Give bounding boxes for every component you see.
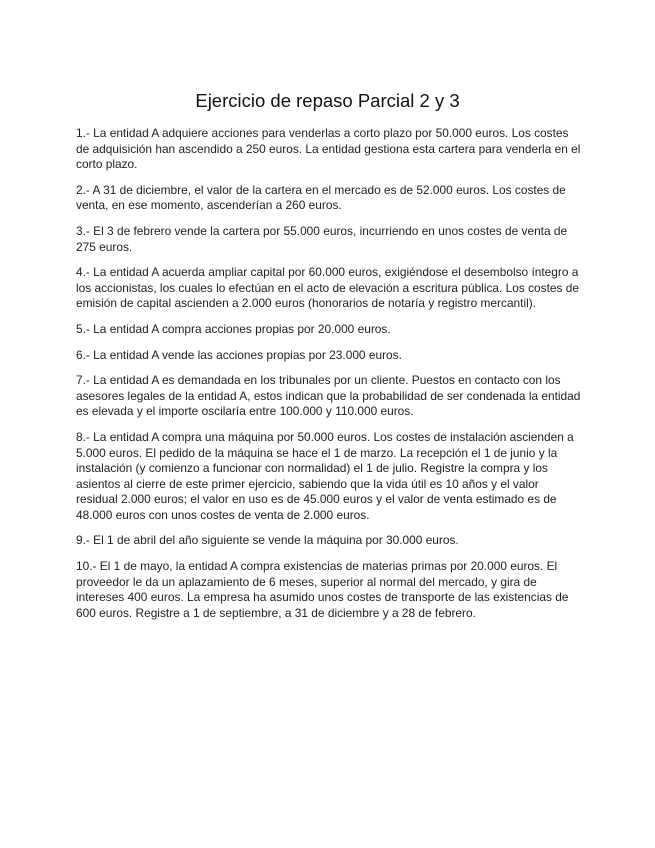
exercise-list bbox=[76, 126, 582, 631]
exercise-2: 2.- A 31 de diciembre, el valor de la cartera en el mercado es de 52.000 euros. Los costes de venta, en ese momento, ascenderían a 260 euros. bbox=[76, 182, 566, 213]
document-title: Ejercicio de repaso Parcial 2 y 3 bbox=[195, 90, 460, 111]
exercise-6: 6.- La entidad A vende las acciones propias por 23.000 euros. bbox=[76, 347, 402, 362]
exercise-8: 8.- La entidad A compra una máquina por 50.000 euros. Los costes de instalación ascienden a 5.000 euros. El pedido de la máquina se hace el 1 de marzo. La recepción el 1 de junio y la instalación (y comienzo a funcionar con normalidad) el 1 de julio. Registre la compra y los asientos al cierre de este primer ejercicio, sabiendo que la vida útil es 10 años y el valor residual 2.000 euros; el valor en uso es de 45.000 euros y el valor de venta estimado es de 48.000 euros con unos costes de venta de 2.000 euros. bbox=[76, 429, 574, 522]
exercise-3: 3.- El 3 de febrero vende la cartera por 55.000 euros, incurriendo en unos costes de venta de 275 euros. bbox=[76, 223, 568, 254]
exercise-1: 1.- La entidad A adquiere acciones para venderlas a corto plazo por 50.000 euros. Los costes de adquisición han ascendido a 250 euros. La entidad gestiona esta cartera para venderla en el corto plazo. bbox=[76, 126, 581, 172]
exercise-10: 10.- El 1 de mayo, la entidad A compra existencias de materias primas por 20.000 euros. El proveedor le da un aplazamiento de 6 meses, superior al normal del mercado, y gira de intereses 400 euros. La empresa ha asumido unos costes de transporte de las existencias de 600 euros. Registre a 1 de septiembre, a 31 de diciembre y a 28 de febrero. bbox=[76, 559, 569, 620]
exercise-7: 7.- La entidad A es demandada en los tribunales por un cliente. Puestos en contacto con los asesores legales de la entidad A, estos indican que la probabilidad de ser condenada la entidad es elevada y el importe oscilaría entre 100.000 y 110.000 euros. bbox=[76, 373, 581, 419]
exercise-4: 4.- La entidad A acuerda ampliar capital por 60.000 euros, exigiéndose el desembolso íntegro a los accionistas, los cuales lo efectúan en el acto de elevación a escritura pública. Los costes de emisión de capital ascienden a 2.000 euros (honorarios de notaría y registro mercantil). bbox=[76, 265, 580, 311]
exercise-9: 9.- El 1 de abril del año siguiente se vende la máquina por 30.000 euros. bbox=[76, 533, 459, 548]
exercise-5: 5.- La entidad A compra acciones propias por 20.000 euros. bbox=[76, 321, 391, 336]
